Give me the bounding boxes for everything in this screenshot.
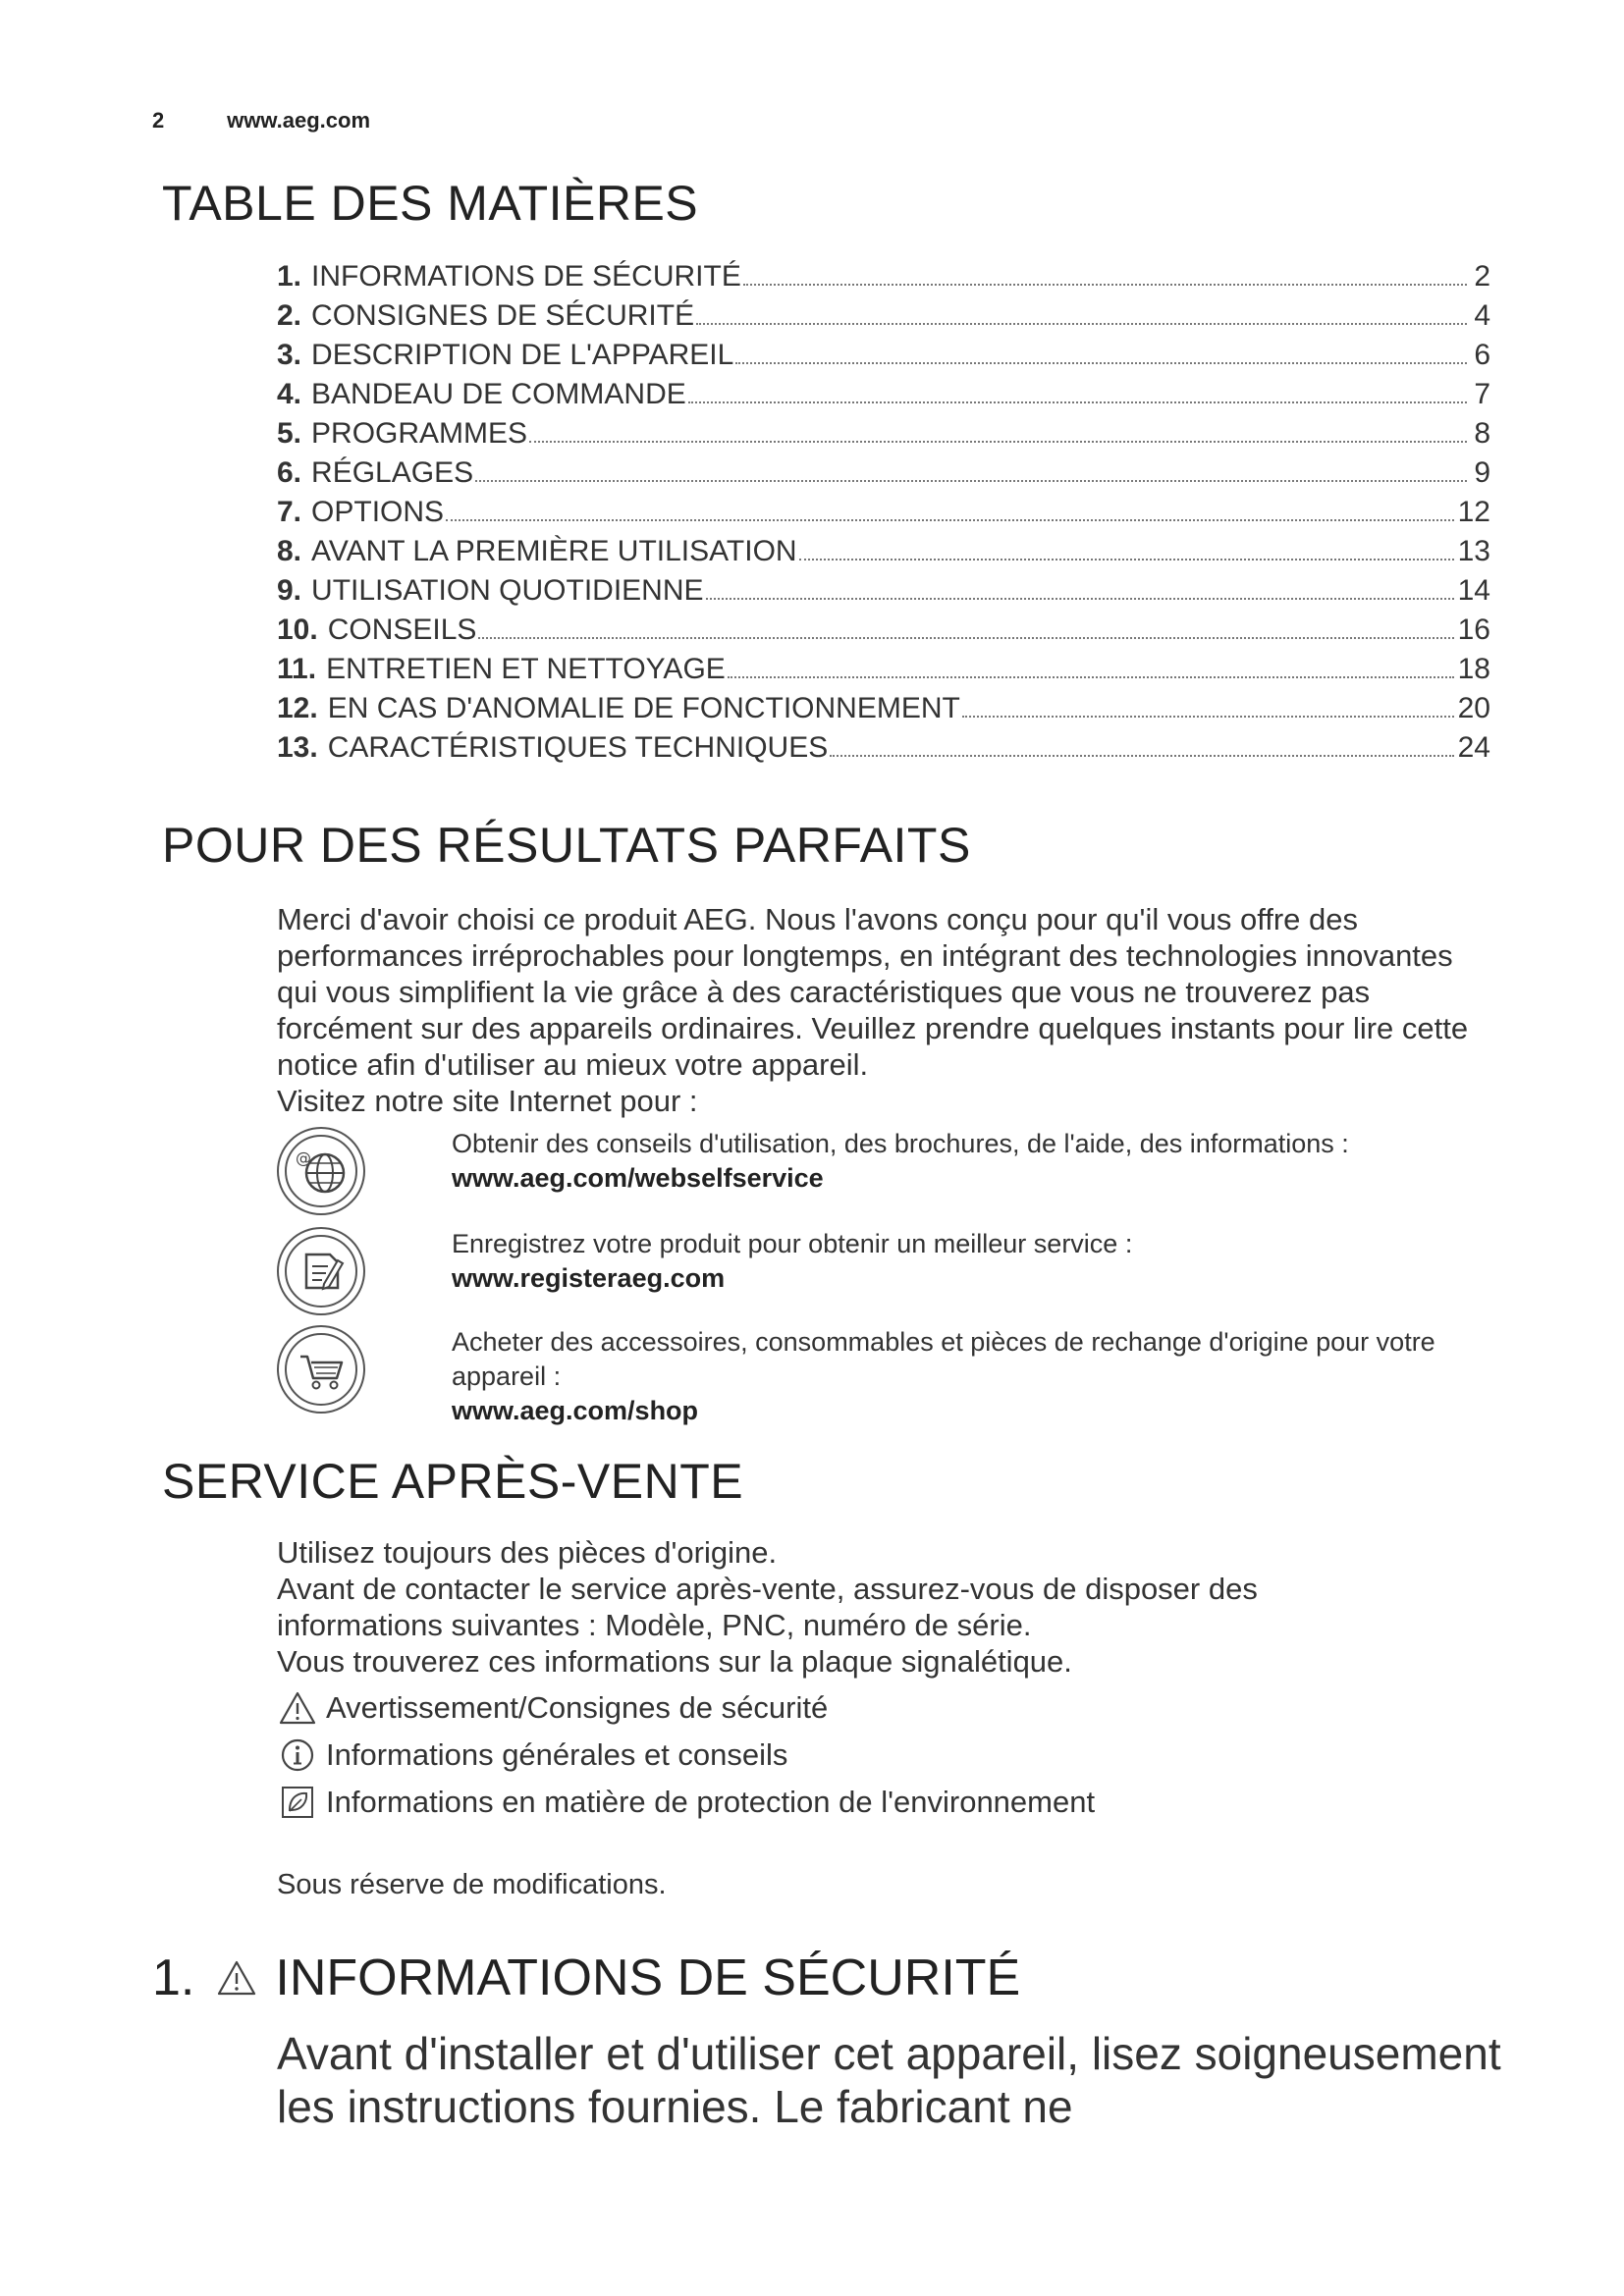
toc-page: 8 bbox=[1474, 417, 1490, 450]
webselfservice-link[interactable]: www.aeg.com/webselfservice bbox=[452, 1163, 824, 1193]
toc-number: 7. bbox=[277, 496, 302, 528]
toc-page: 18 bbox=[1457, 653, 1490, 685]
resource-description: Obtenir des conseils d'utilisation, des brochures, de l'aide, des informations : bbox=[452, 1129, 1349, 1158]
register-link[interactable]: www.registeraeg.com bbox=[452, 1263, 726, 1293]
toc-leader bbox=[529, 441, 1467, 443]
svg-text:@: @ bbox=[296, 1148, 311, 1167]
toc-leader bbox=[962, 716, 1454, 718]
legend-label: Informations en matière de protection de l'environnement bbox=[326, 1785, 1096, 1819]
toc-label: AVANT LA PREMIÈRE UTILISATION bbox=[311, 535, 797, 567]
toc-page: 6 bbox=[1474, 339, 1490, 371]
toc-row[interactable] bbox=[277, 417, 1490, 456]
toc-leader bbox=[446, 519, 1454, 521]
toc-row[interactable] bbox=[277, 614, 1490, 653]
toc-number: 8. bbox=[277, 535, 302, 567]
toc-leader bbox=[475, 480, 1467, 482]
header-website: www.aeg.com bbox=[227, 108, 371, 133]
running-header bbox=[152, 108, 370, 133]
info-icon bbox=[277, 1735, 318, 1775]
service-line: Avant de contacter le service après-vente, assurez-vous de disposer des informations suivantes : Modèle, PNC, numéro de série. bbox=[277, 1572, 1258, 1642]
resource-description: Enregistrez votre produit pour obtenir un meilleur service : bbox=[452, 1229, 1133, 1258]
toc-row[interactable] bbox=[277, 496, 1490, 535]
toc-leader bbox=[799, 559, 1454, 561]
section-heading bbox=[152, 1949, 1020, 2007]
toc-page: 16 bbox=[1457, 614, 1490, 646]
toc-page: 12 bbox=[1457, 496, 1490, 528]
toc-page: 2 bbox=[1474, 260, 1490, 293]
toc-label: RÉGLAGES bbox=[311, 456, 474, 489]
toc-label: PROGRAMMES bbox=[311, 417, 528, 450]
toc-label: EN CAS D'ANOMALIE DE FONCTIONNEMENT bbox=[327, 692, 960, 724]
toc-label: BANDEAU DE COMMANDE bbox=[311, 378, 686, 410]
toc-page: 9 bbox=[1474, 456, 1490, 489]
toc-leader bbox=[743, 284, 1467, 286]
toc-label: CONSIGNES DE SÉCURITÉ bbox=[311, 299, 695, 332]
table-of-contents bbox=[277, 260, 1490, 771]
register-icon bbox=[277, 1227, 365, 1315]
toc-number: 3. bbox=[277, 339, 302, 371]
toc-row[interactable] bbox=[277, 456, 1490, 496]
section-number: 1. bbox=[152, 1949, 195, 2006]
toc-number: 1. bbox=[277, 260, 302, 293]
legend-environment bbox=[277, 1783, 1095, 1822]
toc-row[interactable] bbox=[277, 535, 1490, 574]
legend-label: Informations générales et conseils bbox=[326, 1737, 788, 1772]
resource-shop bbox=[277, 1325, 1494, 1433]
toc-row[interactable] bbox=[277, 653, 1490, 692]
toc-label: INFORMATIONS DE SÉCURITÉ bbox=[311, 260, 741, 293]
toc-label: OPTIONS bbox=[311, 496, 445, 528]
section-title: INFORMATIONS DE SÉCURITÉ bbox=[275, 1949, 1021, 2006]
globe-icon bbox=[277, 1127, 365, 1215]
toc-page: 24 bbox=[1457, 731, 1490, 764]
section-lead-text: Avant d'installer et d'utiliser cet appareil, lisez soigneusement les instructions fournies. Le fabricant ne bbox=[277, 2028, 1501, 2132]
resource-register bbox=[277, 1227, 1494, 1335]
toc-row[interactable] bbox=[277, 260, 1490, 299]
toc-row[interactable] bbox=[277, 299, 1490, 339]
toc-number: 12. bbox=[277, 692, 318, 724]
cart-icon bbox=[277, 1325, 365, 1414]
toc-number: 5. bbox=[277, 417, 302, 450]
visit-text: Visitez notre site Internet pour : bbox=[277, 1084, 698, 1118]
toc-page: 7 bbox=[1474, 378, 1490, 410]
results-title: POUR DES RÉSULTATS PARFAITS bbox=[162, 818, 971, 873]
toc-number: 6. bbox=[277, 456, 302, 489]
toc-row[interactable] bbox=[277, 731, 1490, 771]
service-line: Vous trouverez ces informations sur la plaque signalétique. bbox=[277, 1644, 1072, 1679]
toc-number: 13. bbox=[277, 731, 318, 764]
toc-leader bbox=[728, 676, 1454, 678]
warning-icon bbox=[216, 1959, 257, 1997]
toc-leader bbox=[688, 401, 1467, 403]
service-title: SERVICE APRÈS-VENTE bbox=[162, 1454, 744, 1509]
toc-label: ENTRETIEN ET NETTOYAGE bbox=[326, 653, 726, 685]
shop-link[interactable]: www.aeg.com/shop bbox=[452, 1396, 699, 1425]
toc-leader bbox=[706, 598, 1454, 600]
toc-row[interactable] bbox=[277, 378, 1490, 417]
environment-icon bbox=[277, 1783, 318, 1822]
service-line: Utilisez toujours des pièces d'origine. bbox=[277, 1535, 778, 1570]
resource-description: Acheter des accessoires, consommables et pièces de rechange d'origine pour votre appareil : bbox=[452, 1327, 1435, 1391]
toc-number: 4. bbox=[277, 378, 302, 410]
toc-label: UTILISATION QUOTIDIENNE bbox=[311, 574, 704, 607]
legend-label: Avertissement/Consignes de sécurité bbox=[326, 1690, 829, 1725]
legend-warning bbox=[277, 1688, 828, 1728]
toc-page: 14 bbox=[1457, 574, 1490, 607]
toc-number: 10. bbox=[277, 614, 318, 646]
toc-label: DESCRIPTION DE L'APPAREIL bbox=[311, 339, 734, 371]
toc-number: 2. bbox=[277, 299, 302, 332]
toc-label: CONSEILS bbox=[327, 614, 477, 646]
warning-icon bbox=[277, 1688, 318, 1728]
toc-page: 4 bbox=[1474, 299, 1490, 332]
toc-title: TABLE DES MATIÈRES bbox=[162, 176, 699, 231]
toc-page: 20 bbox=[1457, 692, 1490, 724]
toc-leader bbox=[735, 362, 1467, 364]
toc-number: 9. bbox=[277, 574, 302, 607]
toc-number: 11. bbox=[277, 653, 317, 685]
toc-leader bbox=[478, 637, 1453, 639]
legend-info bbox=[277, 1735, 787, 1775]
toc-row[interactable] bbox=[277, 574, 1490, 614]
toc-leader bbox=[696, 323, 1467, 325]
page-number: 2 bbox=[152, 108, 165, 133]
toc-label: CARACTÉRISTIQUES TECHNIQUES bbox=[327, 731, 829, 764]
toc-row[interactable] bbox=[277, 692, 1490, 731]
revision-note: Sous réserve de modifications. bbox=[277, 1869, 667, 1900]
toc-leader bbox=[830, 755, 1453, 757]
results-paragraph: Merci d'avoir choisi ce produit AEG. Nous l'avons conçu pour qu'il vous offre des performances irréprochables pour longtemps, en intégrant des technologies innovantes qui vous simplifient la vie grâce à des caractéristiques que vous ne trouverez pas forcément sur des appareils ordinaires. Veuillez prendre quelques instants pour lire cette notice afin d'utiliser au mieux votre appareil. bbox=[277, 902, 1469, 1082]
resource-webselfservice bbox=[277, 1127, 1494, 1235]
toc-page: 13 bbox=[1457, 535, 1490, 567]
toc-row[interactable] bbox=[277, 339, 1490, 378]
